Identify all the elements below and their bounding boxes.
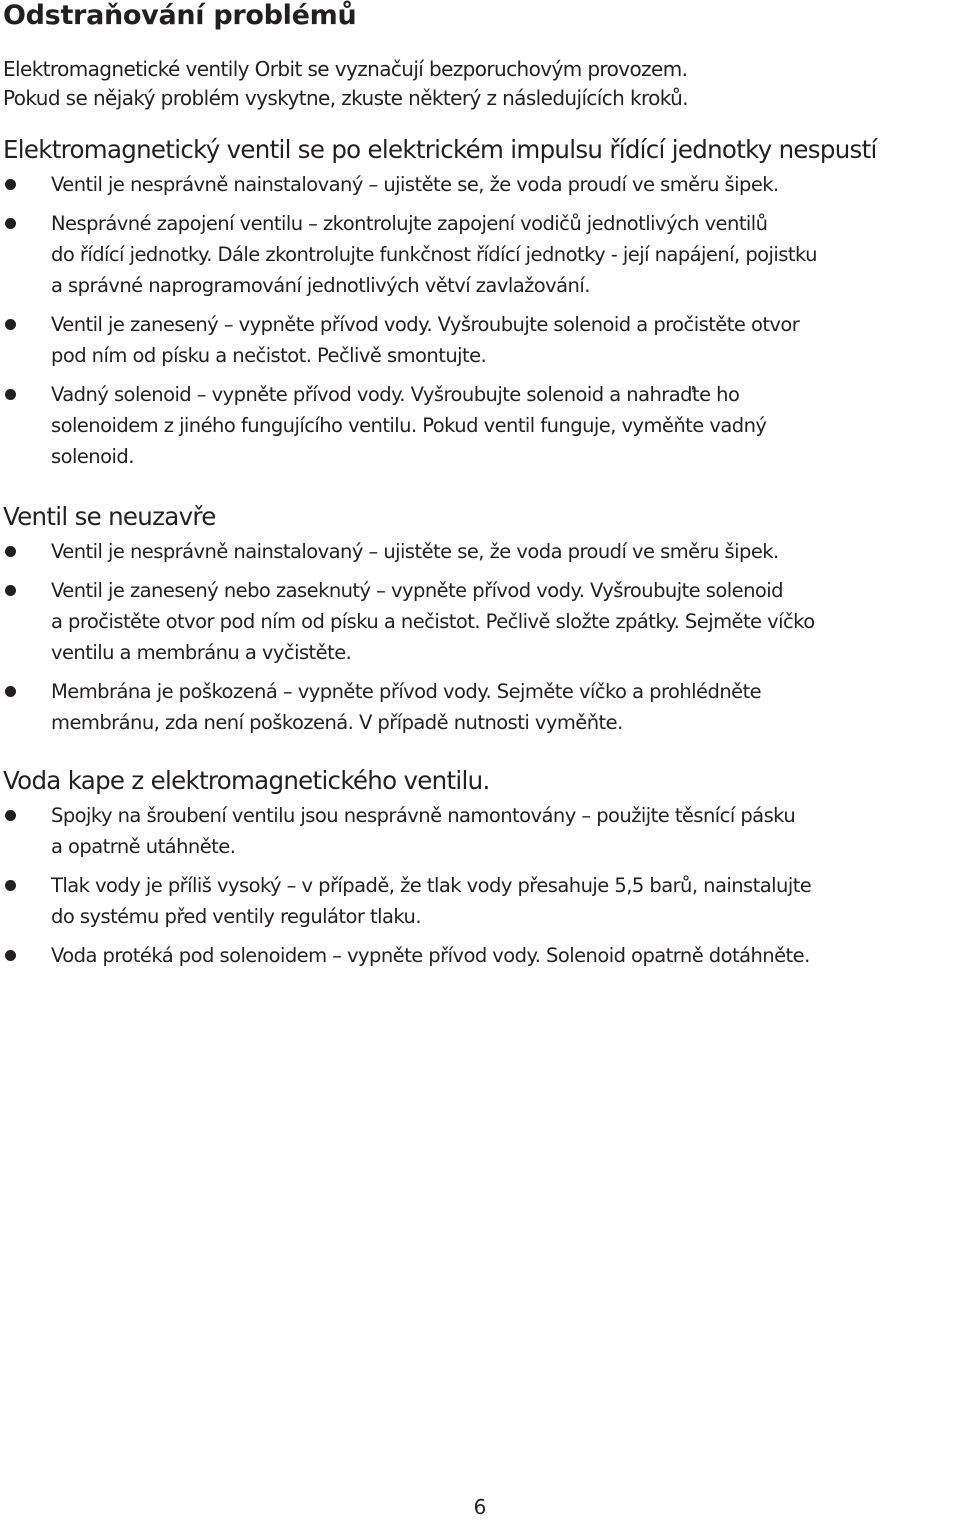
list-item: [0, 800, 956, 862]
list-item-text: Vadný solenoid – vypněte přívod vody. Vyšroubujte solenoid a nahraďte ho solenoidem z jiného fungujícího ventilu. Pokud ventil funguje, vyměňte vadný solenoid.: [51, 383, 767, 468]
section-heading: Elektromagnetický ventil se po elektrickém impulsu řídící jednotky nespustí: [3, 135, 877, 164]
list-item: [0, 575, 956, 668]
list-item: [0, 379, 956, 472]
bullet-icon: [5, 546, 16, 557]
bullet-icon: [5, 686, 16, 697]
bullet-icon: [5, 585, 16, 596]
list-item: [0, 870, 956, 932]
list-item-text: Ventil je nesprávně nainstalovaný – ujistěte se, že voda proudí ve směru šipek.: [51, 173, 779, 196]
intro-text: Elektromagnetické ventily Orbit se vyznačují bezporuchovým provozem. Pokud se nějaký problém vyskytne, zkuste některý z následujících kroků.: [3, 57, 688, 110]
section-heading: Ventil se neuzavře: [3, 502, 216, 531]
item-list: [0, 169, 960, 472]
section-valve-leaking: [0, 764, 960, 979]
bullet-icon: [5, 810, 16, 821]
list-item: [0, 536, 956, 567]
list-item: [0, 676, 956, 738]
list-item: [0, 169, 956, 200]
page-number: 6: [473, 1495, 487, 1519]
bullet-icon: [5, 319, 16, 330]
list-item-text: Ventil je zanesený nebo zaseknutý – vypněte přívod vody. Vyšroubujte solenoid a pročistěte otvor pod ním od písku a nečistot. Pečlivě složte zpátky. Sejměte víčko ventilu a membránu a vyčistěte.: [51, 579, 815, 664]
list-item-text: Ventil je nesprávně nainstalovaný – ujistěte se, že voda proudí ve směru šipek.: [51, 540, 779, 563]
item-list: [0, 800, 960, 971]
page-title: Odstraňování problémů: [3, 0, 357, 31]
list-item: [0, 208, 956, 301]
section-valve-not-starting: [0, 133, 960, 480]
section-valve-not-closing: [0, 500, 960, 746]
list-item-text: Spojky na šroubení ventilu jsou nesprávně namontovány – použijte těsnící pásku a opatrně utáhněte.: [51, 804, 796, 858]
item-list: [0, 536, 960, 738]
bullet-icon: [5, 179, 16, 190]
list-item-text: Tlak vody je příliš vysoký – v případě, že tlak vody přesahuje 5,5 barů, nainstalujte do systému před ventily regulátor tlaku.: [51, 874, 812, 928]
list-item-text: Membrána je poškozená – vypněte přívod vody. Sejměte víčko a prohlédněte membránu, zda není poškozená. V případě nutnosti vyměňte.: [51, 680, 762, 734]
bullet-icon: [5, 218, 16, 229]
section-heading: Voda kape z elektromagnetického ventilu.: [3, 766, 490, 795]
bullet-icon: [5, 880, 16, 891]
list-item: [0, 309, 956, 371]
list-item-text: Ventil je zanesený – vypněte přívod vody. Vyšroubujte solenoid a pročistěte otvor pod ním od písku a nečistot. Pečlivě smontujte.: [51, 313, 800, 367]
list-item-text: Nesprávné zapojení ventilu – zkontrolujte zapojení vodičů jednotlivých ventilů do řídící jednotky. Dále zkontrolujte funkčnost řídící jednotky - její napájení, pojistku a správné naprogramování jednotlivých větví zavlažování.: [51, 212, 817, 297]
bullet-icon: [5, 950, 16, 961]
list-item-text: Voda protéká pod solenoidem – vypněte přívod vody. Solenoid opatrně dotáhněte.: [51, 944, 810, 967]
list-item: [0, 940, 956, 971]
bullet-icon: [5, 389, 16, 400]
